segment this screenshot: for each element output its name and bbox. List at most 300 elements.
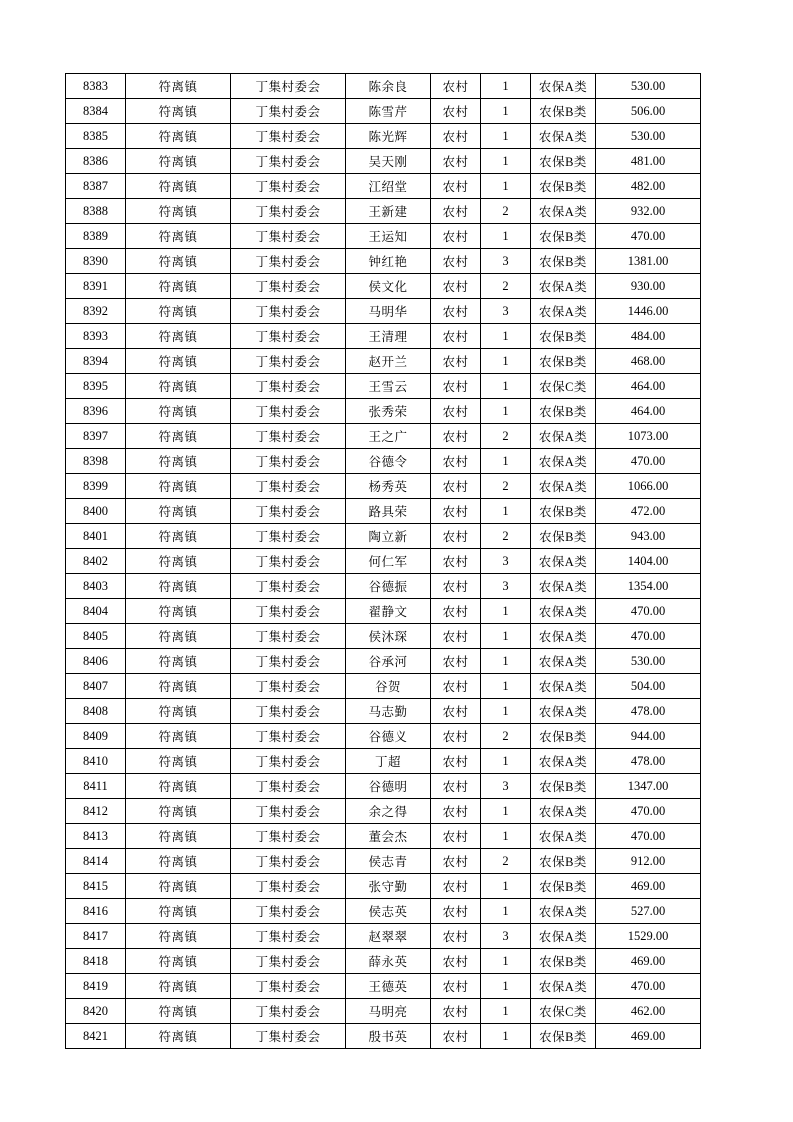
cell-residence: 农村	[431, 624, 481, 649]
cell-residence: 农村	[431, 574, 481, 599]
cell-insurance-class: 农保B类	[531, 324, 596, 349]
cell-amount: 1354.00	[596, 574, 701, 599]
cell-count: 1	[481, 674, 531, 699]
cell-insurance-class: 农保A类	[531, 699, 596, 724]
cell-amount: 1347.00	[596, 774, 701, 799]
cell-town: 符离镇	[126, 599, 231, 624]
table-row	[66, 874, 701, 899]
cell-count: 1	[481, 949, 531, 974]
table-row	[66, 574, 701, 599]
cell-residence: 农村	[431, 449, 481, 474]
cell-count: 1	[481, 699, 531, 724]
table-row	[66, 224, 701, 249]
cell-amount: 469.00	[596, 1024, 701, 1049]
cell-amount: 912.00	[596, 849, 701, 874]
cell-name: 王之广	[346, 424, 431, 449]
cell-residence: 农村	[431, 524, 481, 549]
cell-count: 1	[481, 649, 531, 674]
cell-town: 符离镇	[126, 624, 231, 649]
cell-residence: 农村	[431, 349, 481, 374]
cell-id: 8417	[66, 924, 126, 949]
cell-amount: 470.00	[596, 599, 701, 624]
cell-name: 谷德义	[346, 724, 431, 749]
cell-count: 1	[481, 899, 531, 924]
table-row	[66, 449, 701, 474]
cell-residence: 农村	[431, 74, 481, 99]
cell-insurance-class: 农保B类	[531, 149, 596, 174]
cell-town: 符离镇	[126, 749, 231, 774]
cell-id: 8416	[66, 899, 126, 924]
cell-insurance-class: 农保B类	[531, 774, 596, 799]
table-row	[66, 649, 701, 674]
cell-count: 1	[481, 624, 531, 649]
cell-insurance-class: 农保B类	[531, 349, 596, 374]
cell-amount: 470.00	[596, 624, 701, 649]
cell-insurance-class: 农保A类	[531, 124, 596, 149]
cell-count: 1	[481, 1024, 531, 1049]
cell-town: 符离镇	[126, 924, 231, 949]
cell-insurance-class: 农保A类	[531, 449, 596, 474]
cell-name: 董会杰	[346, 824, 431, 849]
table-row	[66, 174, 701, 199]
cell-insurance-class: 农保B类	[531, 849, 596, 874]
cell-village: 丁集村委会	[231, 999, 346, 1024]
cell-count: 1	[481, 374, 531, 399]
cell-village: 丁集村委会	[231, 824, 346, 849]
table-row	[66, 749, 701, 774]
cell-name: 谷承河	[346, 649, 431, 674]
cell-town: 符离镇	[126, 224, 231, 249]
cell-id: 8391	[66, 274, 126, 299]
table-row	[66, 699, 701, 724]
cell-name: 路具荣	[346, 499, 431, 524]
cell-insurance-class: 农保A类	[531, 799, 596, 824]
cell-count: 1	[481, 974, 531, 999]
cell-village: 丁集村委会	[231, 774, 346, 799]
cell-residence: 农村	[431, 274, 481, 299]
cell-name: 侯志英	[346, 899, 431, 924]
cell-id: 8405	[66, 624, 126, 649]
cell-name: 陈光辉	[346, 124, 431, 149]
cell-count: 1	[481, 749, 531, 774]
cell-name: 薛永英	[346, 949, 431, 974]
cell-village: 丁集村委会	[231, 699, 346, 724]
cell-town: 符离镇	[126, 499, 231, 524]
cell-village: 丁集村委会	[231, 1024, 346, 1049]
cell-name: 张守勤	[346, 874, 431, 899]
table-row	[66, 974, 701, 999]
cell-village: 丁集村委会	[231, 749, 346, 774]
cell-id: 8403	[66, 574, 126, 599]
cell-count: 1	[481, 799, 531, 824]
cell-id: 8402	[66, 549, 126, 574]
cell-residence: 农村	[431, 849, 481, 874]
cell-residence: 农村	[431, 824, 481, 849]
cell-amount: 482.00	[596, 174, 701, 199]
cell-name: 谷贺	[346, 674, 431, 699]
table-row	[66, 724, 701, 749]
table-body	[66, 74, 701, 1049]
cell-village: 丁集村委会	[231, 249, 346, 274]
cell-residence: 农村	[431, 549, 481, 574]
cell-name: 杨秀英	[346, 474, 431, 499]
cell-id: 8407	[66, 674, 126, 699]
cell-residence: 农村	[431, 424, 481, 449]
cell-id: 8404	[66, 599, 126, 624]
table-row	[66, 274, 701, 299]
cell-name: 马明亮	[346, 999, 431, 1024]
cell-village: 丁集村委会	[231, 399, 346, 424]
cell-id: 8410	[66, 749, 126, 774]
cell-amount: 1381.00	[596, 249, 701, 274]
cell-residence: 农村	[431, 149, 481, 174]
cell-town: 符离镇	[126, 874, 231, 899]
cell-residence: 农村	[431, 774, 481, 799]
cell-village: 丁集村委会	[231, 949, 346, 974]
cell-town: 符离镇	[126, 949, 231, 974]
cell-count: 1	[481, 74, 531, 99]
cell-village: 丁集村委会	[231, 374, 346, 399]
cell-residence: 农村	[431, 924, 481, 949]
cell-name: 侯沐琛	[346, 624, 431, 649]
cell-id: 8419	[66, 974, 126, 999]
cell-insurance-class: 农保B类	[531, 99, 596, 124]
table-row	[66, 199, 701, 224]
cell-count: 2	[481, 524, 531, 549]
cell-residence: 农村	[431, 899, 481, 924]
cell-insurance-class: 农保A类	[531, 924, 596, 949]
cell-insurance-class: 农保A类	[531, 674, 596, 699]
cell-town: 符离镇	[126, 374, 231, 399]
cell-id: 8420	[66, 999, 126, 1024]
cell-id: 8394	[66, 349, 126, 374]
cell-village: 丁集村委会	[231, 674, 346, 699]
table-row	[66, 324, 701, 349]
cell-count: 1	[481, 824, 531, 849]
table-row	[66, 924, 701, 949]
cell-insurance-class: 农保A类	[531, 974, 596, 999]
cell-amount: 470.00	[596, 824, 701, 849]
cell-insurance-class: 农保B类	[531, 499, 596, 524]
table-row	[66, 849, 701, 874]
cell-name: 张秀荣	[346, 399, 431, 424]
cell-name: 江绍堂	[346, 174, 431, 199]
cell-residence: 农村	[431, 974, 481, 999]
cell-town: 符离镇	[126, 1024, 231, 1049]
cell-village: 丁集村委会	[231, 974, 346, 999]
cell-id: 8389	[66, 224, 126, 249]
cell-id: 8408	[66, 699, 126, 724]
cell-id: 8401	[66, 524, 126, 549]
cell-id: 8397	[66, 424, 126, 449]
cell-town: 符离镇	[126, 649, 231, 674]
cell-insurance-class: 农保A类	[531, 624, 596, 649]
cell-town: 符离镇	[126, 74, 231, 99]
cell-village: 丁集村委会	[231, 424, 346, 449]
cell-insurance-class: 农保A类	[531, 899, 596, 924]
cell-insurance-class: 农保A类	[531, 749, 596, 774]
cell-insurance-class: 农保B类	[531, 174, 596, 199]
cell-residence: 农村	[431, 874, 481, 899]
cell-amount: 943.00	[596, 524, 701, 549]
cell-residence: 农村	[431, 224, 481, 249]
cell-residence: 农村	[431, 649, 481, 674]
cell-insurance-class: 农保A类	[531, 574, 596, 599]
cell-id: 8383	[66, 74, 126, 99]
cell-count: 1	[481, 874, 531, 899]
cell-name: 谷德振	[346, 574, 431, 599]
table-row	[66, 824, 701, 849]
cell-name: 马志勤	[346, 699, 431, 724]
cell-insurance-class: 农保A类	[531, 199, 596, 224]
table-row	[66, 424, 701, 449]
table-row	[66, 674, 701, 699]
cell-village: 丁集村委会	[231, 199, 346, 224]
cell-residence: 农村	[431, 249, 481, 274]
table-row	[66, 774, 701, 799]
cell-village: 丁集村委会	[231, 174, 346, 199]
cell-town: 符离镇	[126, 524, 231, 549]
table-row	[66, 499, 701, 524]
cell-village: 丁集村委会	[231, 624, 346, 649]
table-row	[66, 599, 701, 624]
cell-name: 谷德令	[346, 449, 431, 474]
cell-amount: 472.00	[596, 499, 701, 524]
cell-amount: 470.00	[596, 799, 701, 824]
cell-town: 符离镇	[126, 274, 231, 299]
cell-residence: 农村	[431, 949, 481, 974]
cell-id: 8390	[66, 249, 126, 274]
table-row	[66, 149, 701, 174]
cell-name: 陈雪芹	[346, 99, 431, 124]
cell-name: 陈余良	[346, 74, 431, 99]
cell-amount: 1529.00	[596, 924, 701, 949]
cell-amount: 530.00	[596, 74, 701, 99]
cell-town: 符离镇	[126, 674, 231, 699]
cell-count: 2	[481, 424, 531, 449]
cell-town: 符离镇	[126, 249, 231, 274]
cell-amount: 506.00	[596, 99, 701, 124]
cell-town: 符离镇	[126, 549, 231, 574]
cell-name: 王运知	[346, 224, 431, 249]
cell-id: 8396	[66, 399, 126, 424]
cell-village: 丁集村委会	[231, 874, 346, 899]
cell-amount: 1073.00	[596, 424, 701, 449]
cell-amount: 932.00	[596, 199, 701, 224]
cell-amount: 930.00	[596, 274, 701, 299]
cell-amount: 464.00	[596, 374, 701, 399]
cell-name: 赵翠翠	[346, 924, 431, 949]
cell-id: 8421	[66, 1024, 126, 1049]
cell-id: 8385	[66, 124, 126, 149]
cell-town: 符离镇	[126, 774, 231, 799]
cell-insurance-class: 农保B类	[531, 524, 596, 549]
cell-amount: 481.00	[596, 149, 701, 174]
cell-id: 8388	[66, 199, 126, 224]
cell-town: 符离镇	[126, 724, 231, 749]
cell-town: 符离镇	[126, 324, 231, 349]
table-row	[66, 249, 701, 274]
table-row	[66, 524, 701, 549]
cell-count: 2	[481, 724, 531, 749]
cell-name: 陶立新	[346, 524, 431, 549]
cell-count: 2	[481, 274, 531, 299]
cell-name: 何仁军	[346, 549, 431, 574]
cell-village: 丁集村委会	[231, 599, 346, 624]
cell-village: 丁集村委会	[231, 649, 346, 674]
cell-count: 3	[481, 574, 531, 599]
cell-residence: 农村	[431, 199, 481, 224]
cell-count: 1	[481, 999, 531, 1024]
table-row	[66, 474, 701, 499]
cell-amount: 944.00	[596, 724, 701, 749]
cell-residence: 农村	[431, 999, 481, 1024]
cell-count: 2	[481, 199, 531, 224]
cell-name: 赵开兰	[346, 349, 431, 374]
cell-count: 3	[481, 299, 531, 324]
cell-id: 8398	[66, 449, 126, 474]
cell-town: 符离镇	[126, 699, 231, 724]
cell-id: 8393	[66, 324, 126, 349]
cell-insurance-class: 农保A类	[531, 74, 596, 99]
cell-village: 丁集村委会	[231, 124, 346, 149]
cell-count: 1	[481, 99, 531, 124]
cell-town: 符离镇	[126, 349, 231, 374]
cell-town: 符离镇	[126, 849, 231, 874]
cell-village: 丁集村委会	[231, 224, 346, 249]
cell-amount: 469.00	[596, 949, 701, 974]
cell-name: 翟静文	[346, 599, 431, 624]
cell-insurance-class: 农保A类	[531, 824, 596, 849]
cell-amount: 1404.00	[596, 549, 701, 574]
cell-residence: 农村	[431, 124, 481, 149]
cell-amount: 530.00	[596, 649, 701, 674]
cell-village: 丁集村委会	[231, 799, 346, 824]
cell-residence: 农村	[431, 499, 481, 524]
cell-village: 丁集村委会	[231, 74, 346, 99]
cell-amount: 470.00	[596, 974, 701, 999]
cell-village: 丁集村委会	[231, 349, 346, 374]
cell-village: 丁集村委会	[231, 499, 346, 524]
cell-insurance-class: 农保B类	[531, 224, 596, 249]
table-row	[66, 949, 701, 974]
cell-village: 丁集村委会	[231, 324, 346, 349]
cell-residence: 农村	[431, 799, 481, 824]
cell-insurance-class: 农保C类	[531, 999, 596, 1024]
cell-id: 8386	[66, 149, 126, 174]
cell-name: 吴天刚	[346, 149, 431, 174]
cell-residence: 农村	[431, 299, 481, 324]
cell-residence: 农村	[431, 749, 481, 774]
cell-residence: 农村	[431, 699, 481, 724]
cell-id: 8395	[66, 374, 126, 399]
cell-residence: 农村	[431, 1024, 481, 1049]
cell-id: 8412	[66, 799, 126, 824]
cell-count: 1	[481, 599, 531, 624]
cell-residence: 农村	[431, 599, 481, 624]
cell-amount: 469.00	[596, 874, 701, 899]
cell-count: 3	[481, 924, 531, 949]
cell-name: 侯志青	[346, 849, 431, 874]
table-row	[66, 74, 701, 99]
cell-village: 丁集村委会	[231, 149, 346, 174]
cell-amount: 478.00	[596, 699, 701, 724]
cell-village: 丁集村委会	[231, 449, 346, 474]
cell-id: 8400	[66, 499, 126, 524]
cell-residence: 农村	[431, 399, 481, 424]
cell-insurance-class: 农保B类	[531, 874, 596, 899]
table-row	[66, 99, 701, 124]
cell-amount: 1446.00	[596, 299, 701, 324]
cell-name: 丁超	[346, 749, 431, 774]
table-row	[66, 374, 701, 399]
cell-residence: 农村	[431, 99, 481, 124]
table-row	[66, 299, 701, 324]
cell-count: 3	[481, 549, 531, 574]
cell-insurance-class: 农保A类	[531, 649, 596, 674]
cell-residence: 农村	[431, 474, 481, 499]
cell-name: 谷德明	[346, 774, 431, 799]
cell-village: 丁集村委会	[231, 524, 346, 549]
cell-count: 1	[481, 324, 531, 349]
cell-village: 丁集村委会	[231, 549, 346, 574]
cell-insurance-class: 农保B类	[531, 1024, 596, 1049]
cell-count: 3	[481, 774, 531, 799]
cell-id: 8399	[66, 474, 126, 499]
cell-residence: 农村	[431, 374, 481, 399]
cell-amount: 484.00	[596, 324, 701, 349]
table-row	[66, 999, 701, 1024]
cell-count: 1	[481, 174, 531, 199]
cell-insurance-class: 农保B类	[531, 249, 596, 274]
cell-amount: 504.00	[596, 674, 701, 699]
cell-name: 王德英	[346, 974, 431, 999]
cell-town: 符离镇	[126, 974, 231, 999]
cell-village: 丁集村委会	[231, 899, 346, 924]
cell-amount: 462.00	[596, 999, 701, 1024]
cell-count: 1	[481, 224, 531, 249]
cell-village: 丁集村委会	[231, 924, 346, 949]
cell-id: 8418	[66, 949, 126, 974]
cell-amount: 464.00	[596, 399, 701, 424]
cell-name: 钟红艳	[346, 249, 431, 274]
cell-name: 侯文化	[346, 274, 431, 299]
cell-town: 符离镇	[126, 299, 231, 324]
cell-amount: 1066.00	[596, 474, 701, 499]
cell-village: 丁集村委会	[231, 274, 346, 299]
cell-town: 符离镇	[126, 824, 231, 849]
table-row	[66, 549, 701, 574]
table-row	[66, 349, 701, 374]
table-row	[66, 899, 701, 924]
cell-id: 8411	[66, 774, 126, 799]
cell-town: 符离镇	[126, 574, 231, 599]
cell-town: 符离镇	[126, 449, 231, 474]
cell-village: 丁集村委会	[231, 299, 346, 324]
cell-count: 1	[481, 499, 531, 524]
cell-id: 8406	[66, 649, 126, 674]
cell-insurance-class: 农保A类	[531, 599, 596, 624]
cell-village: 丁集村委会	[231, 574, 346, 599]
cell-village: 丁集村委会	[231, 99, 346, 124]
cell-count: 1	[481, 124, 531, 149]
cell-residence: 农村	[431, 674, 481, 699]
payment-table	[65, 73, 701, 1049]
table-row	[66, 399, 701, 424]
cell-town: 符离镇	[126, 399, 231, 424]
cell-amount: 530.00	[596, 124, 701, 149]
cell-residence: 农村	[431, 724, 481, 749]
